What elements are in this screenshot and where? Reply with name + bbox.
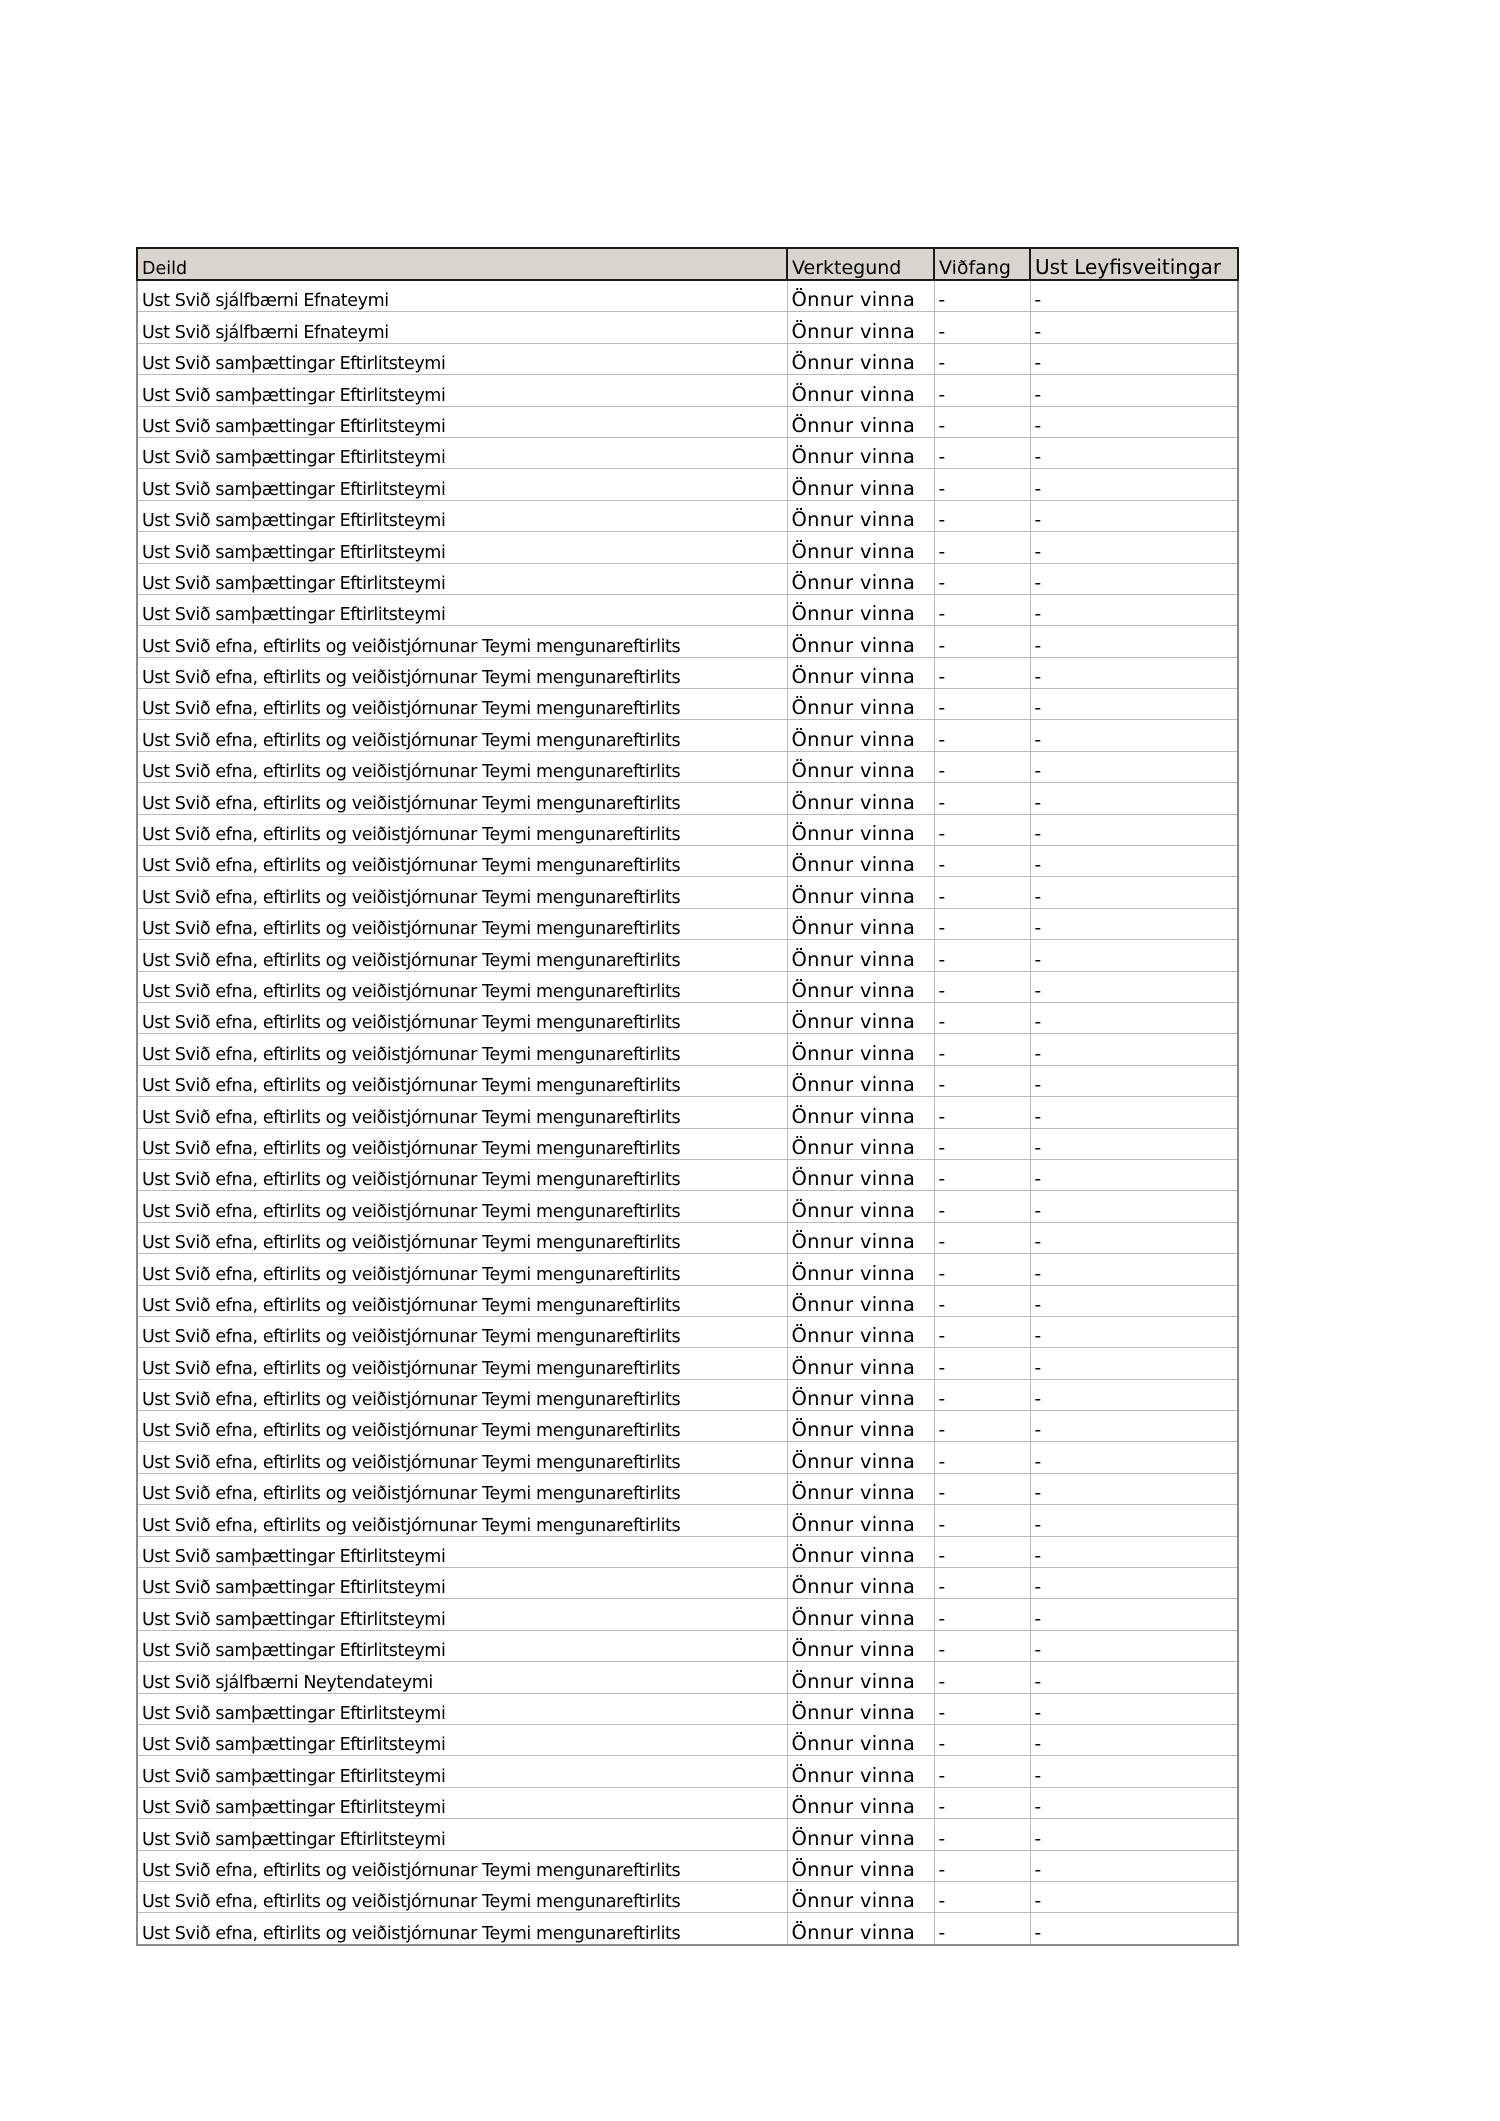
table-row xyxy=(137,689,1238,720)
table-row xyxy=(137,1568,1238,1599)
cell-verktegund: Önnur vinna xyxy=(787,1316,934,1347)
cell-deild: Ust Svið efna, eftirlits og veiðistjórnunar Teymi mengunareftirlits xyxy=(137,689,787,720)
cell-verktegund: Önnur vinna xyxy=(787,1065,934,1096)
cell-ust-leyfisveitingar: - xyxy=(1030,1724,1238,1755)
cell-vidfang: - xyxy=(934,1662,1030,1693)
cell-ust-leyfisveitingar: - xyxy=(1030,1128,1238,1159)
table-row xyxy=(137,1881,1238,1912)
cell-vidfang: - xyxy=(934,1442,1030,1473)
cell-deild: Ust Svið samþættingar Eftirlitsteymi xyxy=(137,1756,787,1787)
cell-deild: Ust Svið efna, eftirlits og veiðistjórnunar Teymi mengunareftirlits xyxy=(137,1505,787,1536)
cell-deild: Ust Svið efna, eftirlits og veiðistjórnunar Teymi mengunareftirlits xyxy=(137,783,787,814)
table-row xyxy=(137,720,1238,751)
table-row xyxy=(137,1662,1238,1693)
table-row xyxy=(137,1316,1238,1347)
cell-ust-leyfisveitingar: - xyxy=(1030,1285,1238,1316)
table-row xyxy=(137,751,1238,782)
cell-deild: Ust Svið samþættingar Eftirlitsteymi xyxy=(137,1599,787,1630)
cell-vidfang: - xyxy=(934,1787,1030,1818)
cell-ust-leyfisveitingar: - xyxy=(1030,500,1238,531)
cell-ust-leyfisveitingar: - xyxy=(1030,720,1238,751)
header-verktegund: Verktegund xyxy=(787,248,934,280)
cell-vidfang: - xyxy=(934,343,1030,374)
cell-deild: Ust Svið efna, eftirlits og veiðistjórnunar Teymi mengunareftirlits xyxy=(137,846,787,877)
cell-vidfang: - xyxy=(934,280,1030,312)
cell-ust-leyfisveitingar: - xyxy=(1030,280,1238,312)
cell-verktegund: Önnur vinna xyxy=(787,1693,934,1724)
cell-verktegund: Önnur vinna xyxy=(787,1002,934,1033)
cell-vidfang: - xyxy=(934,783,1030,814)
cell-vidfang: - xyxy=(934,1411,1030,1442)
cell-ust-leyfisveitingar: - xyxy=(1030,689,1238,720)
table-row xyxy=(137,1505,1238,1536)
cell-deild: Ust Svið efna, eftirlits og veiðistjórnunar Teymi mengunareftirlits xyxy=(137,657,787,688)
cell-vidfang: - xyxy=(934,1128,1030,1159)
cell-ust-leyfisveitingar: - xyxy=(1030,1599,1238,1630)
table-row xyxy=(137,1599,1238,1630)
cell-ust-leyfisveitingar: - xyxy=(1030,1159,1238,1190)
cell-ust-leyfisveitingar: - xyxy=(1030,437,1238,468)
header-row xyxy=(137,248,1238,280)
cell-deild: Ust Svið samþættingar Eftirlitsteymi xyxy=(137,375,787,406)
cell-deild: Ust Svið efna, eftirlits og veiðistjórnunar Teymi mengunareftirlits xyxy=(137,1002,787,1033)
cell-deild: Ust Svið efna, eftirlits og veiðistjórnunar Teymi mengunareftirlits xyxy=(137,814,787,845)
cell-ust-leyfisveitingar: - xyxy=(1030,783,1238,814)
cell-ust-leyfisveitingar: - xyxy=(1030,375,1238,406)
cell-vidfang: - xyxy=(934,1881,1030,1912)
table-row xyxy=(137,406,1238,437)
cell-vidfang: - xyxy=(934,1191,1030,1222)
cell-ust-leyfisveitingar: - xyxy=(1030,1536,1238,1567)
cell-verktegund: Önnur vinna xyxy=(787,437,934,468)
cell-verktegund: Önnur vinna xyxy=(787,1442,934,1473)
cell-verktegund: Önnur vinna xyxy=(787,500,934,531)
cell-deild: Ust Svið samþættingar Eftirlitsteymi xyxy=(137,1568,787,1599)
cell-ust-leyfisveitingar: - xyxy=(1030,406,1238,437)
cell-verktegund: Önnur vinna xyxy=(787,1159,934,1190)
cell-vidfang: - xyxy=(934,1222,1030,1253)
table-row xyxy=(137,1536,1238,1567)
table-row xyxy=(137,1348,1238,1379)
cell-deild: Ust Svið efna, eftirlits og veiðistjórnunar Teymi mengunareftirlits xyxy=(137,1411,787,1442)
cell-verktegund: Önnur vinna xyxy=(787,1097,934,1128)
table-row xyxy=(137,908,1238,939)
table-row xyxy=(137,563,1238,594)
cell-vidfang: - xyxy=(934,1724,1030,1755)
cell-vidfang: - xyxy=(934,908,1030,939)
cell-ust-leyfisveitingar: - xyxy=(1030,1316,1238,1347)
table-row xyxy=(137,1913,1238,1945)
cell-ust-leyfisveitingar: - xyxy=(1030,877,1238,908)
cell-ust-leyfisveitingar: - xyxy=(1030,1913,1238,1945)
cell-deild: Ust Svið efna, eftirlits og veiðistjórnunar Teymi mengunareftirlits xyxy=(137,1881,787,1912)
table-header xyxy=(137,248,1238,280)
cell-deild: Ust Svið sjálfbærni Efnateymi xyxy=(137,312,787,343)
table-row xyxy=(137,846,1238,877)
table-row xyxy=(137,1002,1238,1033)
cell-vidfang: - xyxy=(934,532,1030,563)
cell-deild: Ust Svið samþættingar Eftirlitsteymi xyxy=(137,563,787,594)
cell-verktegund: Önnur vinna xyxy=(787,783,934,814)
cell-verktegund: Önnur vinna xyxy=(787,846,934,877)
table-row xyxy=(137,469,1238,500)
cell-deild: Ust Svið efna, eftirlits og veiðistjórnunar Teymi mengunareftirlits xyxy=(137,1379,787,1410)
table-row xyxy=(137,1724,1238,1755)
cell-ust-leyfisveitingar: - xyxy=(1030,1881,1238,1912)
cell-deild: Ust Svið efna, eftirlits og veiðistjórnunar Teymi mengunareftirlits xyxy=(137,751,787,782)
table-row xyxy=(137,1254,1238,1285)
cell-vidfang: - xyxy=(934,971,1030,1002)
table-row xyxy=(137,500,1238,531)
cell-ust-leyfisveitingar: - xyxy=(1030,532,1238,563)
cell-vidfang: - xyxy=(934,437,1030,468)
cell-deild: Ust Svið efna, eftirlits og veiðistjórnunar Teymi mengunareftirlits xyxy=(137,1034,787,1065)
cell-verktegund: Önnur vinna xyxy=(787,1850,934,1881)
table-row xyxy=(137,1411,1238,1442)
cell-verktegund: Önnur vinna xyxy=(787,594,934,625)
cell-ust-leyfisveitingar: - xyxy=(1030,1630,1238,1661)
cell-deild: Ust Svið samþættingar Eftirlitsteymi xyxy=(137,1536,787,1567)
cell-deild: Ust Svið samþættingar Eftirlitsteymi xyxy=(137,1724,787,1755)
cell-verktegund: Önnur vinna xyxy=(787,1191,934,1222)
cell-deild: Ust Svið samþættingar Eftirlitsteymi xyxy=(137,500,787,531)
cell-deild: Ust Svið efna, eftirlits og veiðistjórnunar Teymi mengunareftirlits xyxy=(137,1159,787,1190)
cell-vidfang: - xyxy=(934,375,1030,406)
cell-deild: Ust Svið efna, eftirlits og veiðistjórnunar Teymi mengunareftirlits xyxy=(137,1442,787,1473)
cell-verktegund: Önnur vinna xyxy=(787,751,934,782)
table-row xyxy=(137,532,1238,563)
cell-verktegund: Önnur vinna xyxy=(787,280,934,312)
cell-ust-leyfisveitingar: - xyxy=(1030,626,1238,657)
cell-vidfang: - xyxy=(934,406,1030,437)
cell-verktegund: Önnur vinna xyxy=(787,814,934,845)
cell-vidfang: - xyxy=(934,1285,1030,1316)
cell-vidfang: - xyxy=(934,1379,1030,1410)
cell-verktegund: Önnur vinna xyxy=(787,1756,934,1787)
cell-verktegund: Önnur vinna xyxy=(787,312,934,343)
cell-deild: Ust Svið efna, eftirlits og veiðistjórnunar Teymi mengunareftirlits xyxy=(137,940,787,971)
cell-deild: Ust Svið samþættingar Eftirlitsteymi xyxy=(137,1819,787,1850)
cell-vidfang: - xyxy=(934,1630,1030,1661)
cell-ust-leyfisveitingar: - xyxy=(1030,1034,1238,1065)
cell-ust-leyfisveitingar: - xyxy=(1030,940,1238,971)
cell-deild: Ust Svið efna, eftirlits og veiðistjórnunar Teymi mengunareftirlits xyxy=(137,1850,787,1881)
cell-ust-leyfisveitingar: - xyxy=(1030,1693,1238,1724)
table-row xyxy=(137,343,1238,374)
cell-verktegund: Önnur vinna xyxy=(787,343,934,374)
cell-deild: Ust Svið samþættingar Eftirlitsteymi xyxy=(137,594,787,625)
cell-ust-leyfisveitingar: - xyxy=(1030,594,1238,625)
cell-verktegund: Önnur vinna xyxy=(787,1411,934,1442)
cell-vidfang: - xyxy=(934,1159,1030,1190)
cell-deild: Ust Svið samþættingar Eftirlitsteymi xyxy=(137,1787,787,1818)
cell-vidfang: - xyxy=(934,500,1030,531)
cell-verktegund: Önnur vinna xyxy=(787,563,934,594)
cell-verktegund: Önnur vinna xyxy=(787,1034,934,1065)
cell-vidfang: - xyxy=(934,1097,1030,1128)
table-body xyxy=(137,280,1238,1945)
cell-verktegund: Önnur vinna xyxy=(787,908,934,939)
cell-ust-leyfisveitingar: - xyxy=(1030,1505,1238,1536)
cell-ust-leyfisveitingar: - xyxy=(1030,1662,1238,1693)
data-table xyxy=(136,247,1239,1946)
cell-vidfang: - xyxy=(934,594,1030,625)
cell-deild: Ust Svið efna, eftirlits og veiðistjórnunar Teymi mengunareftirlits xyxy=(137,1097,787,1128)
cell-ust-leyfisveitingar: - xyxy=(1030,971,1238,1002)
table-row xyxy=(137,1128,1238,1159)
table-row xyxy=(137,280,1238,312)
cell-verktegund: Önnur vinna xyxy=(787,971,934,1002)
cell-ust-leyfisveitingar: - xyxy=(1030,657,1238,688)
header-ust-leyfisveitingar: Ust Leyfisveitingar xyxy=(1030,248,1238,280)
cell-verktegund: Önnur vinna xyxy=(787,877,934,908)
table-row xyxy=(137,1222,1238,1253)
table-row xyxy=(137,1850,1238,1881)
cell-verktegund: Önnur vinna xyxy=(787,657,934,688)
cell-ust-leyfisveitingar: - xyxy=(1030,1473,1238,1504)
cell-ust-leyfisveitingar: - xyxy=(1030,908,1238,939)
cell-vidfang: - xyxy=(934,1693,1030,1724)
table-row xyxy=(137,1034,1238,1065)
cell-ust-leyfisveitingar: - xyxy=(1030,469,1238,500)
cell-ust-leyfisveitingar: - xyxy=(1030,1787,1238,1818)
cell-vidfang: - xyxy=(934,1065,1030,1096)
cell-ust-leyfisveitingar: - xyxy=(1030,1254,1238,1285)
cell-ust-leyfisveitingar: - xyxy=(1030,1379,1238,1410)
cell-vidfang: - xyxy=(934,1756,1030,1787)
cell-verktegund: Önnur vinna xyxy=(787,1819,934,1850)
cell-verktegund: Önnur vinna xyxy=(787,1254,934,1285)
cell-vidfang: - xyxy=(934,751,1030,782)
cell-deild: Ust Svið efna, eftirlits og veiðistjórnunar Teymi mengunareftirlits xyxy=(137,626,787,657)
cell-vidfang: - xyxy=(934,1002,1030,1033)
cell-vidfang: - xyxy=(934,1473,1030,1504)
cell-verktegund: Önnur vinna xyxy=(787,940,934,971)
cell-deild: Ust Svið samþættingar Eftirlitsteymi xyxy=(137,469,787,500)
cell-verktegund: Önnur vinna xyxy=(787,1630,934,1661)
table-row xyxy=(137,1065,1238,1096)
table-row xyxy=(137,1191,1238,1222)
cell-ust-leyfisveitingar: - xyxy=(1030,1756,1238,1787)
cell-vidfang: - xyxy=(934,312,1030,343)
cell-vidfang: - xyxy=(934,626,1030,657)
table-row xyxy=(137,1473,1238,1504)
cell-deild: Ust Svið efna, eftirlits og veiðistjórnunar Teymi mengunareftirlits xyxy=(137,1191,787,1222)
cell-verktegund: Önnur vinna xyxy=(787,1473,934,1504)
cell-ust-leyfisveitingar: - xyxy=(1030,1819,1238,1850)
cell-vidfang: - xyxy=(934,1316,1030,1347)
cell-verktegund: Önnur vinna xyxy=(787,1662,934,1693)
table-row xyxy=(137,877,1238,908)
table-row xyxy=(137,657,1238,688)
cell-deild: Ust Svið efna, eftirlits og veiðistjórnunar Teymi mengunareftirlits xyxy=(137,971,787,1002)
cell-ust-leyfisveitingar: - xyxy=(1030,1568,1238,1599)
cell-ust-leyfisveitingar: - xyxy=(1030,1097,1238,1128)
table-row xyxy=(137,783,1238,814)
cell-deild: Ust Svið samþættingar Eftirlitsteymi xyxy=(137,437,787,468)
cell-verktegund: Önnur vinna xyxy=(787,375,934,406)
cell-deild: Ust Svið efna, eftirlits og veiðistjórnunar Teymi mengunareftirlits xyxy=(137,1065,787,1096)
cell-vidfang: - xyxy=(934,469,1030,500)
cell-verktegund: Önnur vinna xyxy=(787,1505,934,1536)
cell-verktegund: Önnur vinna xyxy=(787,406,934,437)
cell-deild: Ust Svið efna, eftirlits og veiðistjórnunar Teymi mengunareftirlits xyxy=(137,908,787,939)
cell-ust-leyfisveitingar: - xyxy=(1030,1348,1238,1379)
table-row xyxy=(137,626,1238,657)
cell-deild: Ust Svið efna, eftirlits og veiðistjórnunar Teymi mengunareftirlits xyxy=(137,1222,787,1253)
cell-vidfang: - xyxy=(934,1913,1030,1945)
table-row xyxy=(137,1097,1238,1128)
table-row xyxy=(137,312,1238,343)
cell-deild: Ust Svið efna, eftirlits og veiðistjórnunar Teymi mengunareftirlits xyxy=(137,1285,787,1316)
table-row xyxy=(137,1285,1238,1316)
cell-vidfang: - xyxy=(934,1850,1030,1881)
table-row xyxy=(137,1819,1238,1850)
cell-verktegund: Önnur vinna xyxy=(787,1379,934,1410)
cell-verktegund: Önnur vinna xyxy=(787,1348,934,1379)
cell-ust-leyfisveitingar: - xyxy=(1030,814,1238,845)
cell-vidfang: - xyxy=(934,1819,1030,1850)
cell-deild: Ust Svið efna, eftirlits og veiðistjórnunar Teymi mengunareftirlits xyxy=(137,1254,787,1285)
cell-vidfang: - xyxy=(934,814,1030,845)
cell-verktegund: Önnur vinna xyxy=(787,1724,934,1755)
cell-vidfang: - xyxy=(934,1348,1030,1379)
cell-verktegund: Önnur vinna xyxy=(787,720,934,751)
cell-vidfang: - xyxy=(934,563,1030,594)
table-row xyxy=(137,1787,1238,1818)
cell-ust-leyfisveitingar: - xyxy=(1030,1191,1238,1222)
cell-verktegund: Önnur vinna xyxy=(787,1536,934,1567)
cell-ust-leyfisveitingar: - xyxy=(1030,343,1238,374)
cell-vidfang: - xyxy=(934,1505,1030,1536)
cell-verktegund: Önnur vinna xyxy=(787,1222,934,1253)
cell-deild: Ust Svið efna, eftirlits og veiðistjórnunar Teymi mengunareftirlits xyxy=(137,1348,787,1379)
cell-verktegund: Önnur vinna xyxy=(787,1599,934,1630)
cell-deild: Ust Svið sjálfbærni Neytendateymi xyxy=(137,1662,787,1693)
cell-verktegund: Önnur vinna xyxy=(787,626,934,657)
cell-verktegund: Önnur vinna xyxy=(787,689,934,720)
cell-verktegund: Önnur vinna xyxy=(787,532,934,563)
cell-vidfang: - xyxy=(934,940,1030,971)
cell-ust-leyfisveitingar: - xyxy=(1030,1222,1238,1253)
cell-verktegund: Önnur vinna xyxy=(787,1285,934,1316)
cell-deild: Ust Svið efna, eftirlits og veiðistjórnunar Teymi mengunareftirlits xyxy=(137,1913,787,1945)
cell-ust-leyfisveitingar: - xyxy=(1030,1065,1238,1096)
cell-ust-leyfisveitingar: - xyxy=(1030,312,1238,343)
cell-vidfang: - xyxy=(934,1536,1030,1567)
cell-ust-leyfisveitingar: - xyxy=(1030,1850,1238,1881)
table-row xyxy=(137,437,1238,468)
cell-ust-leyfisveitingar: - xyxy=(1030,1442,1238,1473)
cell-deild: Ust Svið samþættingar Eftirlitsteymi xyxy=(137,1630,787,1661)
cell-verktegund: Önnur vinna xyxy=(787,1913,934,1945)
cell-vidfang: - xyxy=(934,720,1030,751)
cell-deild: Ust Svið samþættingar Eftirlitsteymi xyxy=(137,406,787,437)
table-row xyxy=(137,594,1238,625)
cell-deild: Ust Svið efna, eftirlits og veiðistjórnunar Teymi mengunareftirlits xyxy=(137,1473,787,1504)
cell-deild: Ust Svið sjálfbærni Efnateymi xyxy=(137,280,787,312)
cell-vidfang: - xyxy=(934,877,1030,908)
cell-vidfang: - xyxy=(934,657,1030,688)
cell-ust-leyfisveitingar: - xyxy=(1030,751,1238,782)
cell-verktegund: Önnur vinna xyxy=(787,1881,934,1912)
table-row xyxy=(137,971,1238,1002)
cell-deild: Ust Svið samþættingar Eftirlitsteymi xyxy=(137,532,787,563)
cell-deild: Ust Svið efna, eftirlits og veiðistjórnunar Teymi mengunareftirlits xyxy=(137,877,787,908)
cell-ust-leyfisveitingar: - xyxy=(1030,1002,1238,1033)
cell-deild: Ust Svið efna, eftirlits og veiðistjórnunar Teymi mengunareftirlits xyxy=(137,720,787,751)
cell-vidfang: - xyxy=(934,689,1030,720)
cell-verktegund: Önnur vinna xyxy=(787,1128,934,1159)
cell-ust-leyfisveitingar: - xyxy=(1030,846,1238,877)
table-row xyxy=(137,1442,1238,1473)
table-row xyxy=(137,375,1238,406)
cell-vidfang: - xyxy=(934,846,1030,877)
cell-vidfang: - xyxy=(934,1568,1030,1599)
table-row xyxy=(137,1756,1238,1787)
cell-ust-leyfisveitingar: - xyxy=(1030,563,1238,594)
cell-deild: Ust Svið efna, eftirlits og veiðistjórnunar Teymi mengunareftirlits xyxy=(137,1316,787,1347)
cell-ust-leyfisveitingar: - xyxy=(1030,1411,1238,1442)
table-row xyxy=(137,1379,1238,1410)
cell-deild: Ust Svið efna, eftirlits og veiðistjórnunar Teymi mengunareftirlits xyxy=(137,1128,787,1159)
cell-vidfang: - xyxy=(934,1599,1030,1630)
cell-verktegund: Önnur vinna xyxy=(787,1568,934,1599)
table-row xyxy=(137,814,1238,845)
cell-deild: Ust Svið samþættingar Eftirlitsteymi xyxy=(137,1693,787,1724)
cell-deild: Ust Svið samþættingar Eftirlitsteymi xyxy=(137,343,787,374)
cell-verktegund: Önnur vinna xyxy=(787,469,934,500)
header-deild: Deild xyxy=(137,248,787,280)
header-vidfang: Viðfang xyxy=(934,248,1030,280)
table-row xyxy=(137,1159,1238,1190)
table-row xyxy=(137,1693,1238,1724)
cell-vidfang: - xyxy=(934,1254,1030,1285)
cell-vidfang: - xyxy=(934,1034,1030,1065)
table-row xyxy=(137,940,1238,971)
table-row xyxy=(137,1630,1238,1661)
cell-verktegund: Önnur vinna xyxy=(787,1787,934,1818)
